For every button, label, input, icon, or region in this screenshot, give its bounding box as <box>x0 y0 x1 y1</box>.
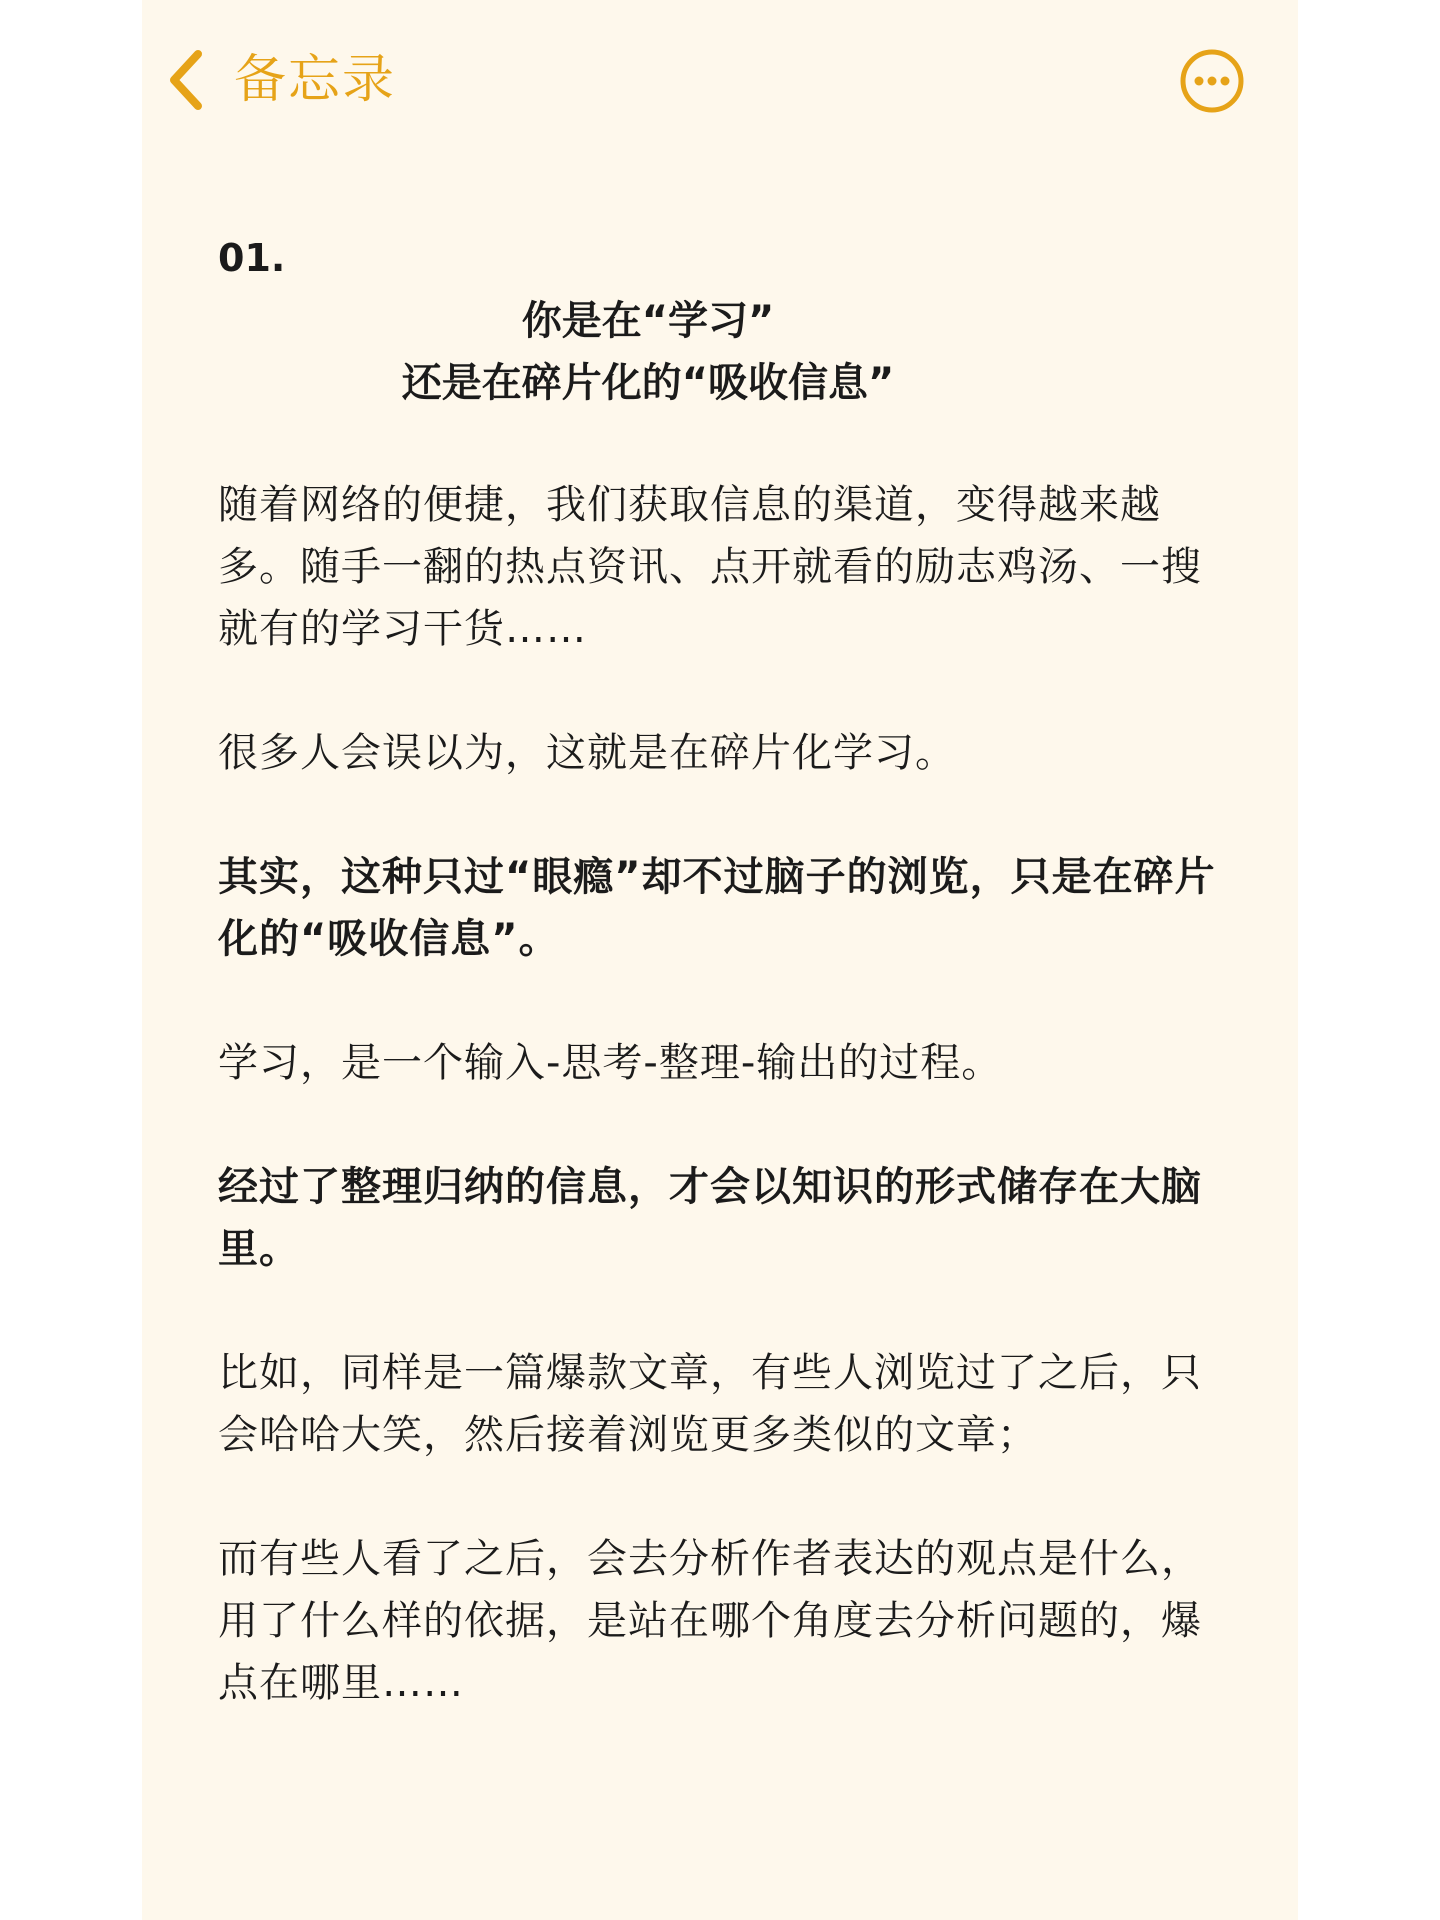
more-button[interactable] <box>1180 49 1244 113</box>
chevron-left-icon <box>166 48 208 112</box>
notes-screen <box>142 0 1298 1920</box>
more-horizontal-circle-icon <box>1180 49 1244 113</box>
navigation-bar <box>142 0 1298 170</box>
paragraph-3-bold: 其实，这种只过“眼瘾”却不过脑子的浏览，只是在碎片化的“吸收信息”。 <box>218 854 1216 962</box>
back-button-label: 备忘录 <box>234 50 397 110</box>
paragraph-5-bold: 经过了整理归纳的信息，才会以知识的形式储存在大脑里。 <box>218 1164 1202 1272</box>
back-button[interactable] <box>166 44 396 116</box>
paragraph-7: 而有些人看了之后，会去分析作者表达的观点是什么，用了什么样的依据，是站在哪个角度去分析问题的，爆点在哪里…… <box>218 1536 1202 1706</box>
paragraph-1: 随着网络的便捷，我们获取信息的渠道，变得越来越多。随手一翻的热点资讯、点开就看的励志鸡汤、一搜就有的学习干货…… <box>218 482 1202 652</box>
note-title-line-2: 还是在碎片化的“吸收信息” <box>401 360 895 406</box>
paragraph-6: 比如，同样是一篇爆款文章，有些人浏览过了之后，只会哈哈大笑，然后接着浏览更多类似的文章； <box>218 1350 1202 1458</box>
paragraph-4: 学习，是一个输入-思考-整理-输出的过程。 <box>218 1040 1003 1086</box>
paragraph-2: 很多人会误以为，这就是在碎片化学习。 <box>218 730 956 776</box>
note-body[interactable] <box>218 232 1218 1714</box>
note-title-line-1: 你是在“学习” <box>521 298 775 344</box>
section-number: 01. <box>218 236 286 280</box>
